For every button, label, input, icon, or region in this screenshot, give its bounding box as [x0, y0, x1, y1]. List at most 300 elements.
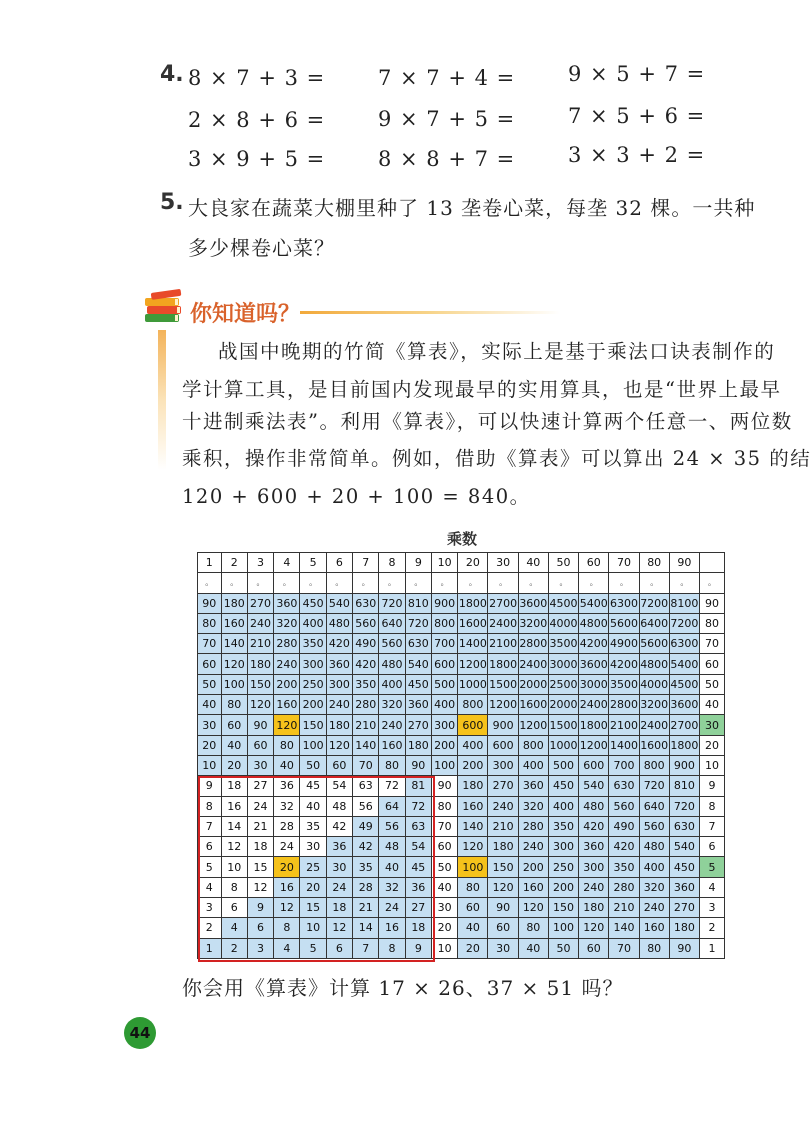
table-cell: 18 [326, 898, 352, 918]
table-cell: 120 [274, 715, 300, 735]
table-cell: 48 [379, 837, 405, 857]
table-cell: 12 [221, 837, 247, 857]
table-cell: 56 [379, 816, 405, 836]
table-cell: 40 [300, 796, 326, 816]
table-cell: 400 [548, 796, 578, 816]
table-cell: 320 [639, 877, 669, 897]
multiplication-table [197, 552, 725, 959]
table-cell: 720 [379, 593, 405, 613]
table-cell: 48 [326, 796, 352, 816]
table-cell: 72 [405, 796, 431, 816]
dot-cell: 。 [609, 573, 639, 593]
table-cell: 4800 [639, 654, 669, 674]
table-cell: 210 [488, 816, 518, 836]
table-cell: 450 [669, 857, 699, 877]
question-5-text: 大良家在蔬菜大棚里种了 13 垄卷心菜，每垄 32 棵。一共种 [188, 196, 756, 220]
table-cell: 8 [379, 938, 405, 958]
table-cell: 210 [353, 715, 379, 735]
table-cell: 100 [548, 918, 578, 938]
table-cell: 80 [518, 918, 548, 938]
table-cell: 42 [326, 816, 352, 836]
header-cell: 50 [548, 553, 578, 573]
header-cell: 20 [458, 553, 488, 573]
table-cell: 6 [198, 837, 222, 857]
table-cell: 100 [300, 735, 326, 755]
table-cell: 100 [221, 674, 247, 694]
table-cell: 80 [431, 796, 457, 816]
table-cell: 20 [274, 857, 300, 877]
table-cell: 2 [700, 918, 725, 938]
table-cell: 160 [274, 695, 300, 715]
table-cell: 9 [247, 898, 273, 918]
table-cell: 40 [700, 695, 725, 715]
table-cell: 100 [431, 755, 457, 775]
table-cell: 120 [518, 898, 548, 918]
question-4-number: 4. [160, 62, 184, 87]
table-cell: 200 [274, 674, 300, 694]
table-cell: 120 [221, 654, 247, 674]
section-side-bar [158, 330, 166, 470]
table-cell: 400 [379, 674, 405, 694]
table-cell: 210 [609, 898, 639, 918]
table-cell: 300 [300, 654, 326, 674]
table-cell: 900 [488, 715, 518, 735]
dot-cell: 。 [639, 573, 669, 593]
table-cell: 3000 [548, 654, 578, 674]
table-cell: 2 [221, 938, 247, 958]
equation: 8 × 8 + 7 = [378, 147, 516, 171]
table-cell: 150 [300, 715, 326, 735]
table-cell: 60 [198, 654, 222, 674]
table-cell: 600 [458, 715, 488, 735]
table-cell: 300 [579, 857, 609, 877]
table-cell: 160 [458, 796, 488, 816]
table-cell: 70 [609, 938, 639, 958]
table-cell: 32 [379, 877, 405, 897]
table-cell: 480 [579, 796, 609, 816]
table-cell: 42 [353, 837, 379, 857]
table-cell: 20 [700, 735, 725, 755]
table-cell: 20 [431, 918, 457, 938]
table-cell: 2 [198, 918, 222, 938]
table-cell: 56 [353, 796, 379, 816]
table-cell: 300 [431, 715, 457, 735]
table-cell: 720 [669, 796, 699, 816]
table-cell: 1500 [488, 674, 518, 694]
table-cell: 70 [431, 816, 457, 836]
table-cell: 2700 [669, 715, 699, 735]
table-cell: 3000 [579, 674, 609, 694]
table-cell: 450 [405, 674, 431, 694]
table-cell: 70 [353, 755, 379, 775]
table-cell: 240 [488, 796, 518, 816]
table-cell: 900 [669, 755, 699, 775]
table-cell: 400 [300, 613, 326, 633]
table-cell: 540 [669, 837, 699, 857]
table-cell: 12 [326, 918, 352, 938]
table-cell: 160 [221, 613, 247, 633]
header-cell: 40 [518, 553, 548, 573]
table-cell: 4500 [548, 593, 578, 613]
dot-cell: 。 [221, 573, 247, 593]
table-cell: 14 [353, 918, 379, 938]
header-cell: 60 [579, 553, 609, 573]
dot-cell: 。 [518, 573, 548, 593]
table-cell: 6 [221, 898, 247, 918]
table-cell: 270 [488, 776, 518, 796]
table-cell: 30 [431, 898, 457, 918]
table-cell: 2400 [518, 654, 548, 674]
table-cell: 90 [431, 776, 457, 796]
table-cell: 4 [198, 877, 222, 897]
table-cell: 30 [326, 857, 352, 877]
table-cell: 480 [639, 837, 669, 857]
paragraph-line: 战国中晚期的竹简《算表》，实际上是基于乘法口诀表制作的 [218, 340, 776, 363]
table-cell: 32 [274, 796, 300, 816]
dot-cell: 。 [198, 573, 222, 593]
table-cell: 5600 [639, 634, 669, 654]
table-cell: 630 [669, 816, 699, 836]
table-cell: 80 [379, 755, 405, 775]
table-cell: 18 [405, 918, 431, 938]
table-cell: 10 [431, 938, 457, 958]
table-cell: 300 [326, 674, 352, 694]
table-cell: 200 [518, 857, 548, 877]
dot-cell: 。 [431, 573, 457, 593]
table-cell: 500 [431, 674, 457, 694]
table-cell: 80 [458, 877, 488, 897]
table-cell: 40 [431, 877, 457, 897]
table-cell: 240 [247, 613, 273, 633]
table-cell: 54 [326, 776, 352, 796]
table-cell: 4000 [639, 674, 669, 694]
table-cell: 250 [548, 857, 578, 877]
table-cell: 350 [548, 816, 578, 836]
table-cell: 180 [326, 715, 352, 735]
table-cell: 40 [274, 755, 300, 775]
table-cell: 60 [458, 898, 488, 918]
equation: 3 × 9 + 5 = [188, 147, 326, 171]
table-cell: 180 [221, 593, 247, 613]
table-cell: 7 [198, 816, 222, 836]
table-cell: 3600 [579, 654, 609, 674]
table-cell: 630 [353, 593, 379, 613]
dot-cell: 。 [379, 573, 405, 593]
table-cell: 400 [518, 755, 548, 775]
dot-cell: 。 [488, 573, 518, 593]
table-cell: 560 [639, 816, 669, 836]
table-cell: 90 [669, 938, 699, 958]
table-cell: 63 [405, 816, 431, 836]
table-cell: 5400 [669, 654, 699, 674]
table-cell: 800 [518, 735, 548, 755]
table-cell: 150 [548, 898, 578, 918]
table-cell: 180 [579, 898, 609, 918]
table-cell: 240 [579, 877, 609, 897]
header-cell: 70 [609, 553, 639, 573]
table-cell: 630 [405, 634, 431, 654]
table-cell: 7 [353, 938, 379, 958]
table-cell: 350 [609, 857, 639, 877]
table-cell: 60 [326, 755, 352, 775]
table-cell: 140 [458, 816, 488, 836]
table-cell: 36 [274, 776, 300, 796]
table-cell: 49 [353, 816, 379, 836]
equation: 7 × 7 + 4 = [378, 66, 516, 90]
table-cell: 240 [639, 898, 669, 918]
table-cell: 700 [431, 634, 457, 654]
dot-cell: 。 [247, 573, 273, 593]
table-cell: 200 [431, 735, 457, 755]
table-cell: 16 [379, 918, 405, 938]
table-cell: 250 [300, 674, 326, 694]
table-cell: 14 [221, 816, 247, 836]
table-cell: 60 [488, 918, 518, 938]
table-cell: 200 [300, 695, 326, 715]
table-cell: 400 [458, 735, 488, 755]
table-cell: 36 [405, 877, 431, 897]
table-cell: 720 [639, 776, 669, 796]
table-cell: 4200 [609, 654, 639, 674]
table-cell: 3 [700, 898, 725, 918]
table-cell: 280 [274, 634, 300, 654]
table-cell: 180 [458, 776, 488, 796]
table-cell: 12 [274, 898, 300, 918]
table-cell: 24 [274, 837, 300, 857]
table-cell: 900 [431, 593, 457, 613]
dot-cell: 。 [579, 573, 609, 593]
table-cell: 120 [488, 877, 518, 897]
table-cell: 5 [700, 857, 725, 877]
table-cell: 60 [579, 938, 609, 958]
table-cell: 27 [247, 776, 273, 796]
table-cell: 120 [326, 735, 352, 755]
table-cell: 6 [247, 918, 273, 938]
table-cell: 8 [700, 796, 725, 816]
table-cell: 10 [300, 918, 326, 938]
table-cell: 2000 [548, 695, 578, 715]
table-cell: 490 [609, 816, 639, 836]
table-cell: 450 [548, 776, 578, 796]
table-cell: 28 [274, 816, 300, 836]
table-cell: 2400 [488, 613, 518, 633]
table-cell: 560 [353, 613, 379, 633]
table-cell: 2400 [639, 715, 669, 735]
table-cell: 180 [247, 654, 273, 674]
table-cell: 2500 [548, 674, 578, 694]
table-cell: 1000 [458, 674, 488, 694]
table-cell: 150 [247, 674, 273, 694]
table-cell: 63 [353, 776, 379, 796]
table-cell: 180 [488, 837, 518, 857]
dot-cell: 。 [326, 573, 352, 593]
table-cell: 16 [221, 796, 247, 816]
dot-cell: 。 [548, 573, 578, 593]
table-cell: 360 [274, 593, 300, 613]
table-cell: 1 [700, 938, 725, 958]
header-cell: 1 [198, 553, 222, 573]
table-cell: 50 [548, 938, 578, 958]
table-cell: 4200 [579, 634, 609, 654]
table-cell: 50 [431, 857, 457, 877]
table-cell: 24 [379, 898, 405, 918]
table-cell: 2800 [609, 695, 639, 715]
table-cell: 60 [431, 837, 457, 857]
table-cell: 320 [274, 613, 300, 633]
table-cell: 3200 [639, 695, 669, 715]
equation: 3 × 3 + 2 = [568, 143, 706, 167]
table-cell: 24 [326, 877, 352, 897]
table-cell: 18 [221, 776, 247, 796]
table-cell: 3600 [518, 593, 548, 613]
header-cell: 3 [247, 553, 273, 573]
table-cell: 160 [379, 735, 405, 755]
table-cell: 27 [405, 898, 431, 918]
table-cell: 1600 [458, 613, 488, 633]
table-cell: 8100 [669, 593, 699, 613]
table-cell: 81 [405, 776, 431, 796]
table-cell: 21 [353, 898, 379, 918]
table-cell: 70 [700, 634, 725, 654]
table-cell: 360 [518, 776, 548, 796]
table-cell: 24 [247, 796, 273, 816]
dot-cell: 。 [458, 573, 488, 593]
table-cell: 700 [609, 755, 639, 775]
table-cell: 9 [700, 776, 725, 796]
table-cell: 50 [198, 674, 222, 694]
dot-cell: 。 [300, 573, 326, 593]
table-cell: 240 [379, 715, 405, 735]
table-cell: 180 [669, 918, 699, 938]
table-cell: 360 [405, 695, 431, 715]
table-cell: 280 [609, 877, 639, 897]
paragraph-line: 十进制乘法表”。利用《算表》，可以快速计算两个任意一、两位数 [182, 410, 793, 433]
table-cell: 45 [300, 776, 326, 796]
table-cell: 20 [300, 877, 326, 897]
table-cell: 1800 [669, 735, 699, 755]
table-cell: 630 [609, 776, 639, 796]
dot-cell: 。 [700, 573, 725, 593]
table-cell: 540 [579, 776, 609, 796]
table-cell: 16 [274, 877, 300, 897]
table-cell: 210 [247, 634, 273, 654]
table-cell: 25 [300, 857, 326, 877]
table-cell: 40 [518, 938, 548, 958]
header-cell: 6 [326, 553, 352, 573]
table-cell: 1800 [458, 593, 488, 613]
table-cell: 9 [405, 938, 431, 958]
table-cell: 15 [300, 898, 326, 918]
paragraph-line: 学计算工具，是目前国内发现最早的实用算具，也是“世界上最早 [182, 378, 782, 401]
table-cell: 12 [247, 877, 273, 897]
table-cell: 30 [300, 837, 326, 857]
header-cell: 7 [353, 553, 379, 573]
equation: 7 × 5 + 6 = [568, 104, 706, 128]
table-cell: 120 [579, 918, 609, 938]
table-cell: 300 [548, 837, 578, 857]
table-cell: 270 [405, 715, 431, 735]
table-cell: 4800 [579, 613, 609, 633]
header-cell: 30 [488, 553, 518, 573]
table-cell: 800 [639, 755, 669, 775]
table-cell: 810 [405, 593, 431, 613]
dot-cell: 。 [669, 573, 699, 593]
table-cell: 2700 [488, 593, 518, 613]
paragraph-line: 120 + 600 + 20 + 100 = 840。 [182, 485, 531, 508]
table-cell: 420 [326, 634, 352, 654]
table-cell: 320 [379, 695, 405, 715]
table-cell: 560 [609, 796, 639, 816]
table-cell: 200 [548, 877, 578, 897]
table-cell: 1800 [579, 715, 609, 735]
table-cell: 35 [300, 816, 326, 836]
table-cell: 9 [198, 776, 222, 796]
table-cell: 2100 [488, 634, 518, 654]
question-5-number: 5. [160, 190, 184, 215]
table-cell: 720 [405, 613, 431, 633]
table-cell: 3500 [548, 634, 578, 654]
header-cell: 80 [639, 553, 669, 573]
table-cell: 140 [221, 634, 247, 654]
table-cell: 180 [405, 735, 431, 755]
table-cell: 8 [198, 796, 222, 816]
table-cell: 4 [274, 938, 300, 958]
table-cell: 800 [458, 695, 488, 715]
table-cell: 18 [247, 837, 273, 857]
table-cell: 1500 [548, 715, 578, 735]
table-cell: 4 [221, 918, 247, 938]
table-cell: 5600 [609, 613, 639, 633]
table-cell: 1200 [488, 695, 518, 715]
header-cell: 5 [300, 553, 326, 573]
table-cell: 36 [326, 837, 352, 857]
multiplier-label: 乘数 [447, 530, 478, 548]
table-cell: 70 [198, 634, 222, 654]
table-cell: 240 [274, 654, 300, 674]
table-cell: 5 [198, 857, 222, 877]
table-cell: 40 [379, 857, 405, 877]
table-cell: 810 [669, 776, 699, 796]
page-number: 44 [124, 1017, 156, 1049]
header-cell: 9 [405, 553, 431, 573]
table-cell: 160 [518, 877, 548, 897]
table-cell: 80 [198, 613, 222, 633]
table-cell: 400 [431, 695, 457, 715]
table-cell: 3 [247, 938, 273, 958]
table-cell: 1600 [639, 735, 669, 755]
suan-biao-table [197, 552, 725, 955]
table-cell: 4900 [609, 634, 639, 654]
table-cell: 5400 [579, 593, 609, 613]
header-cell: 8 [379, 553, 405, 573]
table-cell: 1800 [488, 654, 518, 674]
table-cell: 20 [221, 755, 247, 775]
table-cell: 6300 [609, 593, 639, 613]
table-cell: 15 [247, 857, 273, 877]
table-cell: 45 [405, 857, 431, 877]
table-cell: 120 [247, 695, 273, 715]
table-cell: 240 [326, 695, 352, 715]
header-cell: 4 [274, 553, 300, 573]
table-cell: 80 [274, 735, 300, 755]
table-cell: 40 [221, 735, 247, 755]
table-cell: 350 [353, 674, 379, 694]
table-cell: 90 [405, 755, 431, 775]
table-cell: 3600 [669, 695, 699, 715]
table-cell: 100 [458, 857, 488, 877]
table-cell: 480 [379, 654, 405, 674]
table-cell: 40 [458, 918, 488, 938]
